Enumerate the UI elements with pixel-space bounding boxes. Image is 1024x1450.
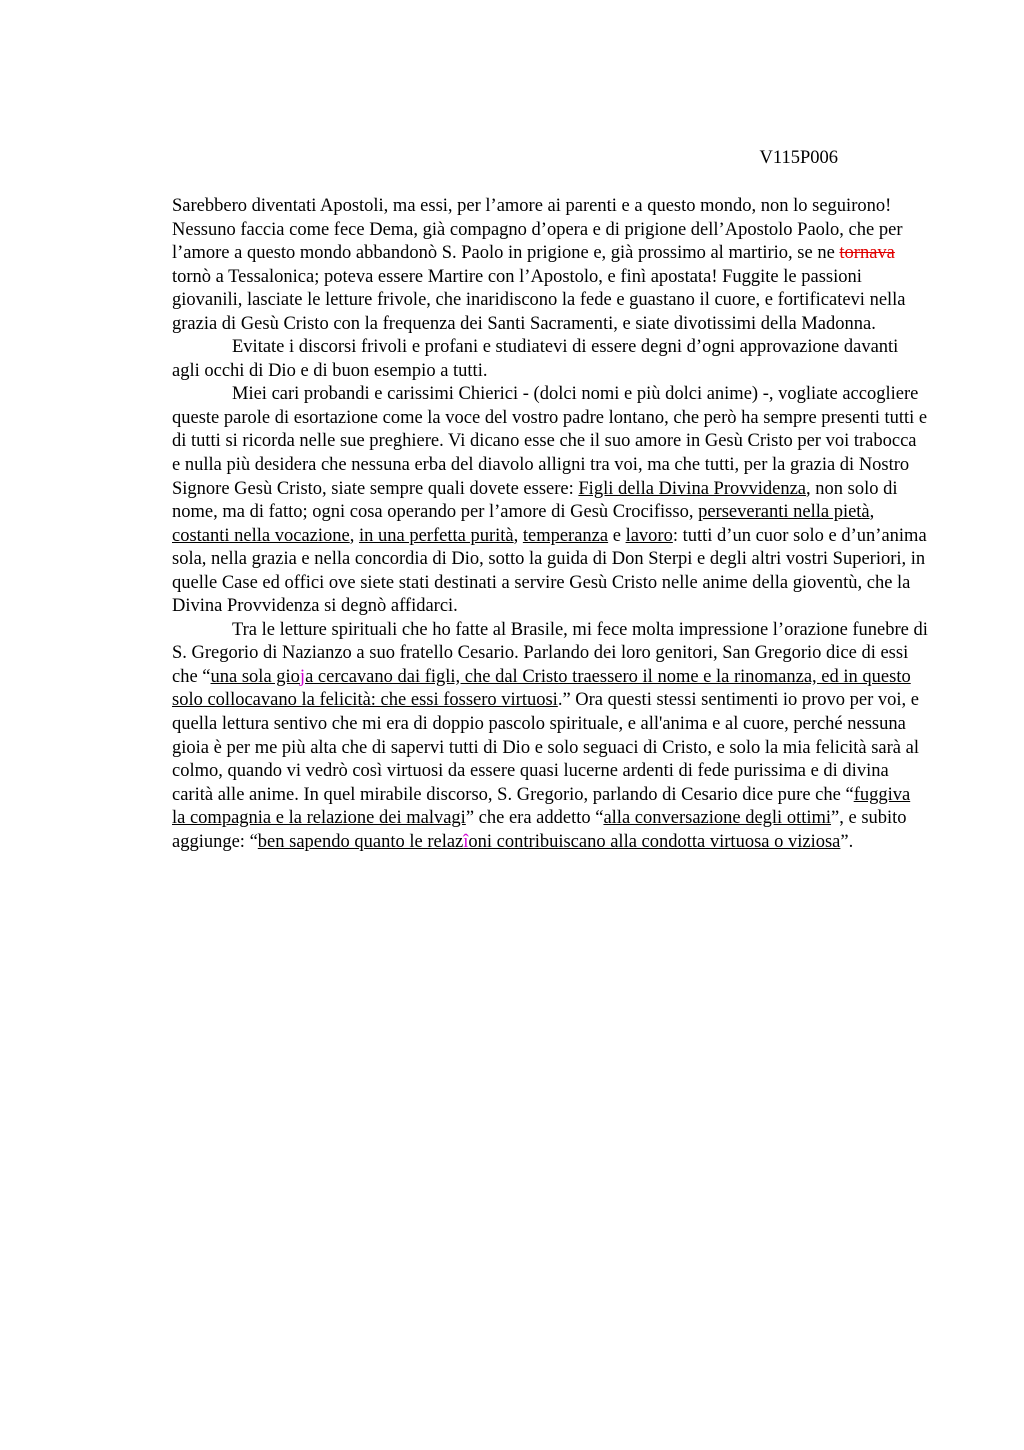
- letter-body: [172, 195, 928, 854]
- quote-part: oni contribuiscano alla condotta virtuosa o viziosa: [468, 831, 841, 852]
- quoted-underlined-phrase: alla conversazione degli ottimi: [603, 808, 832, 829]
- paragraph-4-text-d: ”, e subito aggiunge: “: [172, 808, 907, 852]
- paragraph-2: [172, 336, 928, 383]
- quote-part: una sola gio: [210, 666, 300, 687]
- paragraph-3-text-d: ,: [349, 525, 359, 546]
- paragraph-4-text-a: Tra le letture spirituali che ho fatte al Brasile, mi fece molta impressione l’orazione funebre di S. Gregorio di Nazianzo a suo fratello Cesario. Parlando dei loro genitori, San Gregorio dice di essi che “: [172, 619, 928, 687]
- paragraph-3-text-g: : tutti d’un cuor solo e d’un’anima sola, nella grazia e nella concordia di Dio, sotto la guida di Don Sterpi e degli altri vostri Superiori, in quelle Case ed offici ove siete stati destinati a servire Gesù Cristo nelle anime della gioventù, che la Divina Provvidenza si degnò affidarci.: [172, 525, 927, 617]
- underlined-phrase: in una perfetta purità: [358, 525, 514, 546]
- quote-part: ben sapendo quanto le relaz: [257, 831, 464, 852]
- underlined-phrase: lavoro: [625, 525, 673, 546]
- underlined-phrase: Figli della Divina Provvidenza: [578, 478, 807, 499]
- quote-part: a cercavano dai figli, che dal Cristo traessero il nome e la rinomanza, ed in questo solo collocavano la felicità: che essi fossero virtuosi: [172, 666, 911, 711]
- paragraph-3: [172, 383, 928, 618]
- quoted-underlined-phrase: [258, 832, 841, 852]
- paragraph-3-text-c: ,: [869, 502, 875, 523]
- document-id: V115P006: [759, 148, 838, 168]
- underlined-phrase: costanti nella vocazione: [172, 525, 350, 546]
- paragraph-1: [172, 195, 928, 336]
- paragraph-2-text: Evitate i discorsi frivoli e profani e studiatevi di essere degni d’ogni approvazione davanti agli occhi di Dio e di buon esempio a tutti.: [172, 337, 899, 381]
- quoted-underlined-phrase: fuggiva la compagnia e la relazione dei malvagi: [172, 784, 911, 829]
- inserted-letter: j: [299, 666, 306, 687]
- inserted-letter: î: [463, 831, 469, 852]
- paragraph-3-text-b: , non solo di nome, ma di fatto; ogni cosa operando per l’amore di Gesù Crocifisso,: [172, 478, 898, 523]
- paragraph-4-text-b: .” Ora questi stessi sentimenti io provo per voi, e quella lettura sentivo che mi era di doppio pascolo spirituale, e all'anima e al cuore, perché nessuna gioia è per me più alta che di sapervi tutti di Dio e solo seguaci di Cristo, e solo la mia felicità sarà al colmo, quando vi vedrò così virtuosi da essere quasi lucerne ardenti di fede purissima e di divina carità alle anime. In quel mirabile discorso, S. Gregorio, parlando di Cesario dice pure che “: [172, 690, 920, 805]
- paragraph-4: [172, 619, 928, 854]
- deleted-word: tornava: [839, 243, 895, 264]
- paragraph-3-text-f: e: [608, 525, 626, 546]
- paragraph-1-text-a: Sarebbero diventati Apostoli, ma essi, per l’amore ai parenti e a questo mondo, non lo seguirono! Nessuno faccia come fece Dema, già compagno d’opera e di prigione dell’Apostolo Paolo, che per l’amore a questo mondo abbandonò S. Paolo in prigione e, già prossimo al martirio, se ne: [172, 196, 903, 264]
- underlined-phrase: perseveranti nella pietà: [698, 502, 870, 523]
- paragraph-3-text-e: ,: [513, 525, 523, 546]
- paragraph-1-text-b: tornò a Tessalonica; poteva essere Martire con l’Apostolo, e finì apostata! Fuggite le passioni giovanili, lasciate le letture frivole, che inaridiscono la fede e guastano il cuore, e fortificatevi nella grazia di Gesù Cristo con la frequenza dei Santi Sacramenti, e siate divotissimi della Madonna.: [172, 266, 906, 334]
- underlined-phrase: temperanza: [522, 525, 609, 546]
- paragraph-4-text-c: ” che era addetto “: [465, 808, 604, 829]
- paragraph-4-text-e: ”.: [840, 831, 854, 852]
- paragraph-3-text-a: Miei cari probandi e carissimi Chierici - (dolci nomi e più dolci anime) -, vogliate accogliere queste parole di esortazione come la voce del vostro padre lontano, che però ha sempre presenti tutti e di tutti si ricorda nelle sue preghiere. Vi dicano esse che il suo amore in Gesù Cristo per voi trabocca e nulla più desidera che nessuna erba del diavolo alligni tra voi, ma che tutti, per la grazia di Nostro Signore Gesù Cristo, siate sempre quali dovete essere:: [172, 384, 928, 499]
